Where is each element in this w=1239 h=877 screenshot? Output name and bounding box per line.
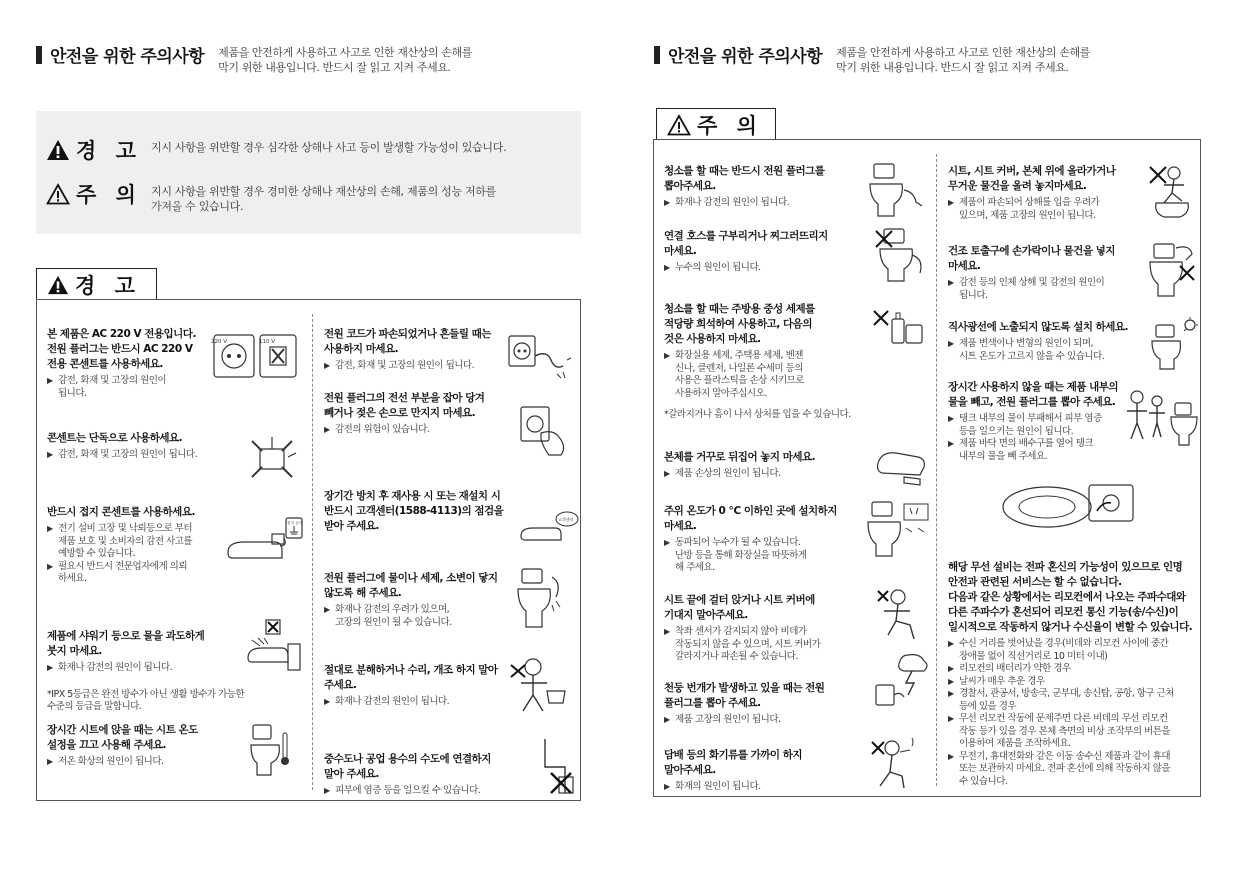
triangle-bullet-icon: ▶ <box>47 663 53 672</box>
caution-triangle-outline-icon <box>46 183 70 205</box>
bullet-line: ▶ 리모컨의 배터리가 약한 경우 <box>948 663 1071 674</box>
triangle-bullet-icon: ▶ <box>664 538 670 547</box>
caution-item-title: 시트, 시트 커버, 본체 위에 올라가거나 무거운 물건을 올려 놓지마세요. <box>948 165 1116 192</box>
bullet-line: ▶ 피부에 염증 등을 일으킬 수 있습니다. <box>324 785 481 796</box>
header-bar <box>36 46 42 64</box>
warning-item-title: 장시간 시트에 앉을 때는 시트 온도 설정을 끄고 사용해 주세요. <box>47 724 198 751</box>
damaged-cord-illustration <box>507 330 573 386</box>
bullet-line: ▶ 화재나 감전의 우려가 있으며, 고장의 원인이 될 수 있습니다. <box>324 604 452 628</box>
caution-item-title: 장시간 사용하지 않을 때는 제품 내부의 물을 빼고, 전원 플러그를 뽑아 주세요. <box>948 381 1119 408</box>
triangle-bullet-icon: ▶ <box>948 714 954 723</box>
triangle-bullet-icon: ▶ <box>948 339 954 348</box>
caution-item-title: 청소를 할 때는 주방용 중성 세제를 적당량 희석하여 사용하고, 다음의 것은 사용하지 마세요. <box>664 303 815 345</box>
caution-item <box>664 593 874 664</box>
outlet-voltage-illustration <box>210 331 300 381</box>
legend-warning-label: 경 고 <box>76 139 142 163</box>
bullet-line: ▶ 경찰서, 관공서, 방송국, 군부대, 송신탑, 공항, 항구 근처 등에 있을 경우 <box>948 688 1174 712</box>
smoking-illustration <box>866 736 918 792</box>
caution-section-tab <box>656 108 776 140</box>
triangle-bullet-icon: ▶ <box>324 697 330 706</box>
bullet-line: ▶ 화재나 감전의 원인이 됩니다. <box>324 696 450 707</box>
triangle-bullet-icon: ▶ <box>47 561 53 571</box>
triangle-bullet-icon: ▶ <box>948 198 954 207</box>
bullet-line: ▶ 탱크 내부의 물이 부패해서 피부 염증 등을 일으키는 원인이 됩니다. <box>948 413 1102 437</box>
warning-item-title: 전원 플러그에 물이나 세제, 소변이 닿지 않도록 해 주세요. <box>324 572 498 599</box>
warning-item-title: 전원 코드가 파손되었거나 흔들릴 때는 사용하지 마세요. <box>324 328 491 355</box>
page-title: 안전을 위한 주의사항 <box>668 47 823 67</box>
caution-item <box>664 450 864 481</box>
warning-item-title: 중수도나 공업 용수의 수도에 연결하지 말아 주세요. <box>324 753 491 780</box>
caution-triangle-outline-icon <box>667 114 691 136</box>
caution-item <box>664 164 864 210</box>
triangle-bullet-icon: ▶ <box>324 425 330 434</box>
right-page <box>620 0 1239 877</box>
bullet-line: ▶ 필요시 반드시 전문업자에게 의뢰 하세요. <box>47 560 188 584</box>
bullet-line: ▶ 감전, 화재 및 고장의 원인이 됩니다. <box>47 375 167 399</box>
section-header <box>36 42 472 75</box>
warning-item-title: 본 제품은 AC 220 V 전용입니다. 전원 플러그는 반드시 AC 220 V 전용 콘센트를 사용하세요. <box>47 328 196 370</box>
warning-item-title: 반드시 접지 콘센트를 사용하세요. <box>47 506 195 518</box>
bullet-line: ▶ 제품 손상의 원인이 됩니다. <box>664 468 781 479</box>
triangle-bullet-icon: ▶ <box>324 361 330 370</box>
bullet-line: ▶ 화장실용 세제, 주택용 세제, 벤젠 신나, 클렌저, 나일론 수세미 등의 사용은 플라스틱을 손상 시키므로 사용하지 말아주십시오. <box>664 350 805 399</box>
sunlight-toilet-illustration <box>1150 317 1198 371</box>
bullet-line: ▶ 전기 설비 고장 및 낙뢰등으로 부터 제품 보호 및 소비자의 감전 사고를 예방할 수 있습니다. <box>47 523 193 559</box>
triangle-bullet-icon: ▶ <box>948 689 954 698</box>
triangle-bullet-icon: ▶ <box>664 351 670 360</box>
bullet-line: ▶ 화재나 감전의 원인이 됩니다. <box>47 662 173 673</box>
caution-item-title: 담배 등의 화기류를 가까이 하지 말아주세요. <box>664 749 802 776</box>
caution-item <box>948 164 1153 222</box>
bullet-line: ▶ 저온 화상의 원인이 됩니다. <box>47 756 164 767</box>
triangle-bullet-icon: ▶ <box>47 450 53 459</box>
shower-water-illustration <box>242 618 304 674</box>
warning-item-title: 콘센트는 단독으로 사용하세요. <box>47 432 183 444</box>
lightning-illustration <box>868 651 930 711</box>
bullet-line: ▶ 수신 거리를 벗어났을 경우(비데와 리모컨 사이에 중간 장애물 없이 직선거리로 10 미터 이내) <box>948 638 1169 662</box>
freezing-toilet-illustration <box>866 498 932 560</box>
legend-caution-row <box>46 179 496 214</box>
bullet-line: ▶ 무선 리모컨 작동에 문제주면 다른 비데의 무선 리모컨 작동 등가 있을 경우 본체 측면의 비상 조작부의 버튼을 이용하여 제품을 조작하세요. <box>948 713 1171 749</box>
page-description: 제품을 안전하게 사용하고 사고로 인한 재산상의 손해를 막기 위한 내용입니다. 반드시 잘 읽고 지켜 주세요. <box>218 46 472 74</box>
triangle-bullet-icon: ▶ <box>948 439 954 448</box>
warning-item-title: 장기간 방치 후 재사용 시 또는 재설치 시 반드시 고객센터(1588-4113)의 점검을 받아 주세요. <box>324 490 504 532</box>
bullet-line: ▶ 무전기, 휴대전화와 같은 이동 송수신 제품과 같이 휴대 또는 보관하지 마세요. 전파 혼선에 의해 작동하지 않을 수 있습니다. <box>948 750 1171 787</box>
caution-item-title: 건조 토출구에 손가락이나 물건을 넣지 마세요. <box>948 245 1115 272</box>
section-header <box>654 42 1090 75</box>
legend-warning-row <box>46 135 506 165</box>
triangle-bullet-icon: ▶ <box>664 263 670 272</box>
sitting-edge-illustration <box>876 587 928 643</box>
service-center-bidet-illustration <box>519 510 579 546</box>
triangle-bullet-icon: ▶ <box>664 198 670 207</box>
legend-warning-text: 지시 사항을 위반할 경우 심각한 상해나 사고 등이 발생할 가능성이 있습니다. <box>151 141 507 154</box>
column-divider <box>312 314 313 790</box>
bullet-line: ▶ 날씨가 매우 추운 경우 <box>948 675 1045 687</box>
bullet-line: ▶ 동파되어 누수가 될 수 있습니다. 난방 등을 통해 화장실을 따뜻하게 해 주세요. <box>664 537 807 573</box>
caution-item <box>664 681 864 727</box>
drain-water-people-illustration <box>1119 387 1199 449</box>
upside-down-body-illustration <box>874 443 930 487</box>
bent-hose-illustration <box>874 225 928 285</box>
triangle-bullet-icon: ▶ <box>324 605 330 614</box>
industrial-water-illustration <box>537 737 577 797</box>
drain-plug-illustration <box>999 481 1139 531</box>
detergent-illustration <box>872 307 928 351</box>
warning-tab-label: 경 고 <box>75 273 141 298</box>
warning-box <box>36 299 581 801</box>
bullet-line: ▶ 제품이 파손되어 상해를 입을 우려가 있으며, 제품 고장의 원인이 됩니다. <box>948 197 1100 221</box>
bullet-line: ▶ 화재나 감전의 원인이 됩니다. <box>664 197 790 208</box>
warning-item <box>324 663 534 709</box>
page-title: 안전을 위한 주의사항 <box>50 47 205 67</box>
item-note: *갈라지거나 흠이 나서 상처를 입을 수 있습니다. <box>664 409 851 420</box>
triangle-bullet-icon: ▶ <box>948 676 954 686</box>
page-description: 제품을 안전하게 사용하고 사고로 인한 재산상의 손해를 막기 위한 내용입니다. 반드시 잘 읽고 지켜 주세요. <box>836 46 1090 74</box>
caution-item-title: 연결 호스를 구부리거나 찌그러뜨리지 마세요. <box>664 230 828 257</box>
triangle-bullet-icon: ▶ <box>47 524 53 533</box>
triangle-bullet-icon: ▶ <box>948 664 954 673</box>
triangle-bullet-icon: ▶ <box>664 782 670 791</box>
bullet-line: ▶ 감전, 화재 및 고장의 원인이 됩니다. <box>324 360 475 371</box>
toilet-water-plug-illustration <box>512 567 568 633</box>
triangle-bullet-icon: ▶ <box>324 786 330 795</box>
voltage-tag: 110 V <box>259 339 276 345</box>
warning-triangle-filled-icon <box>46 139 70 161</box>
triangle-bullet-icon: ▶ <box>948 414 954 423</box>
legend-box <box>36 111 581 234</box>
bullet-line: ▶ 누수의 원인이 됩니다. <box>664 262 761 273</box>
warning-item-title: 전원 플러그의 전선 부분을 잡아 당겨 빼거나 젖은 손으로 만지지 마세요. <box>324 392 485 419</box>
bidet-ground-illustration <box>224 516 304 576</box>
bullet-line: ▶ 제품 고장의 원인이 됩니다. <box>664 714 781 725</box>
caution-item <box>948 320 1158 363</box>
bullet-line: ▶ 감전의 위험이 있습니다. <box>324 424 430 435</box>
caution-item-title: 천둥 번개가 발생하고 있을 때는 전원 플러그를 뽑아 주세요. <box>664 682 825 709</box>
bullet-line: ▶ 제품 바닥 면의 배수구를 열어 탱크 내부의 물을 빼 주세요. <box>948 438 1094 462</box>
toilet-thermometer-illustration <box>249 723 293 779</box>
unplug-toilet-illustration <box>866 162 926 218</box>
item-note: *IPX 5등급은 완전 방수가 아닌 생활 방수가 가능한 수준의 등급을 말합니다. <box>47 688 245 712</box>
warning-item <box>324 571 534 629</box>
triangle-bullet-icon: ▶ <box>664 627 670 636</box>
dryer-finger-illustration <box>1146 240 1198 300</box>
caution-item-title: 직사광선에 노출되지 않도록 설치 하세요. <box>948 321 1129 333</box>
legend-caution-label: 주 의 <box>76 183 142 207</box>
bullet-line: ▶ 감전, 화재 및 고장의 원인이 됩니다. <box>47 449 198 460</box>
legend-caution-text: 지시 사항을 위반할 경우 경미한 상해나 재산상의 손해, 제품의 성능 저하를 가져올 수 있습니다. <box>151 185 496 213</box>
disassembly-illustration <box>507 655 569 717</box>
caution-item <box>664 748 864 794</box>
voltage-tag: 220 V <box>211 339 228 345</box>
warning-item <box>47 723 247 769</box>
warning-item <box>324 752 534 798</box>
warning-triangle-filled-icon <box>47 275 69 295</box>
wet-hand-plug-illustration <box>517 403 573 459</box>
warning-item <box>324 391 524 437</box>
bullet-line: ▶ 제품 변색이나 변형의 원인이 되며, 시트 온도가 고르지 않을 수 있습니다. <box>948 338 1105 362</box>
triangle-bullet-icon: ▶ <box>664 715 670 724</box>
caution-box <box>653 139 1201 797</box>
warning-item <box>47 431 277 462</box>
warning-item-title: 제품에 샤워기 등으로 물을 과도하게 붓지 마세요. <box>47 630 205 657</box>
triangle-bullet-icon: ▶ <box>948 278 954 287</box>
service-center-tag: 고객센터 <box>558 517 574 522</box>
caution-item-title: 시트 끝에 걸터 앉거나 시트 커버에 기대지 말아주세요. <box>664 594 815 621</box>
bullet-line: ▶ 화재의 원인이 됩니다. <box>664 781 761 792</box>
caution-item-title: 해당 무선 설비는 전파 혼신의 가능성이 있으므로 인명 안전과 관련된 서비스는 할 수 없습니다. 다음과 같은 상황에서는 리모컨에서 나오는 주파수대와 다른 주파수가 혼선되어 리모컨 통신 기능(송/수신)이 일시적으로 작동하지 않거나 수신율이 변할 수 있습니다. <box>948 561 1193 633</box>
warning-item-title: 절대로 분해하거나 수리, 개조 하지 말아 주세요. <box>324 664 498 691</box>
triangle-bullet-icon: ▶ <box>47 376 53 385</box>
caution-item-title: 청소를 할 때는 반드시 전원 플러그를 뽑아주세요. <box>664 165 825 192</box>
multi-plug-illustration <box>244 433 300 485</box>
caution-item <box>948 560 1198 788</box>
header-bar <box>654 46 660 64</box>
triangle-bullet-icon: ▶ <box>948 639 954 648</box>
bullet-line: ▶ 착좌 센서가 감지되지 않아 비데가 작동되지 않을 수 있으며, 시트 커버가 갈라지거나 파손될 수 있습니다. <box>664 626 821 662</box>
caution-item <box>664 504 864 575</box>
caution-tab-label: 주 의 <box>697 113 763 138</box>
warning-item <box>47 505 237 586</box>
column-divider <box>936 154 937 786</box>
triangle-bullet-icon: ▶ <box>664 469 670 478</box>
caution-item <box>664 229 864 275</box>
caution-item-title: 본체를 거꾸로 뒤집어 놓지 마세요. <box>664 451 816 463</box>
triangle-bullet-icon: ▶ <box>47 757 53 766</box>
climbing-toilet-illustration <box>1146 163 1198 221</box>
bullet-line: ▶ 감전 등의 인체 상해 및 감전의 원인이 됩니다. <box>948 277 1105 301</box>
warning-section-tab <box>36 268 157 300</box>
caution-item <box>948 244 1153 302</box>
warning-item <box>324 327 524 373</box>
triangle-bullet-icon: ▶ <box>948 751 954 761</box>
ground-tag: 접지 공사 <box>287 521 303 525</box>
caution-item-title: 주위 온도가 0 ℃ 이하인 곳에 설치하지 마세요. <box>664 505 837 532</box>
